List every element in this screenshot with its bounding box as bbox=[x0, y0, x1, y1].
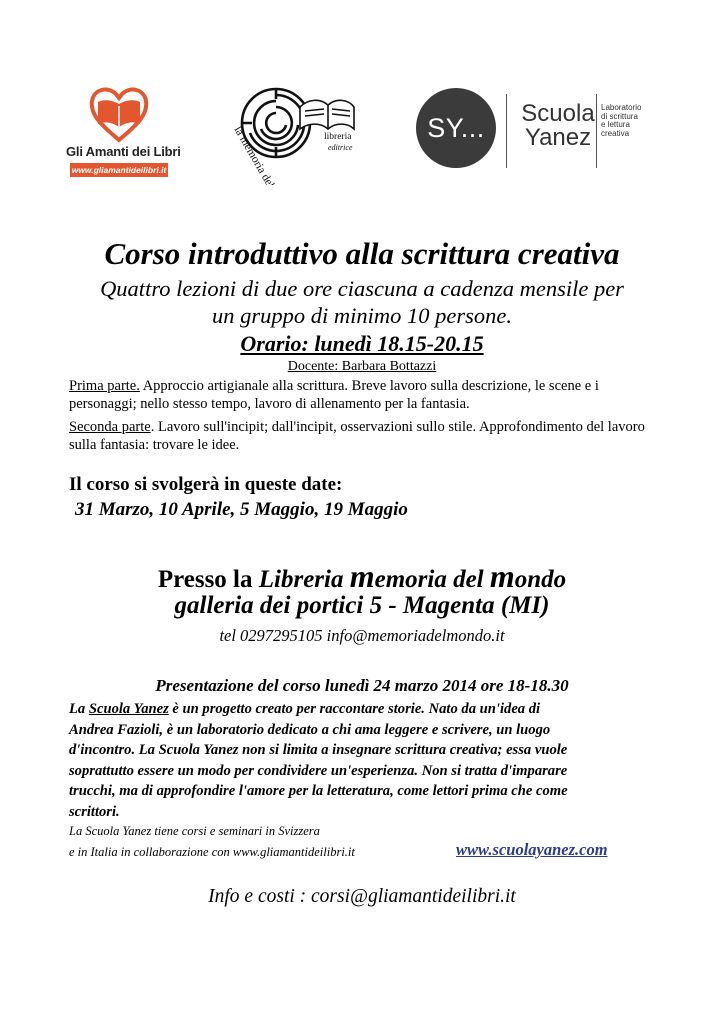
presentation-title: Presentazione del corso lunedì 24 marzo 2014 ore 18-18.30 bbox=[155, 676, 569, 695]
presentation-body bbox=[69, 699, 665, 822]
venue-m1: m bbox=[349, 558, 375, 594]
venue-title bbox=[0, 558, 724, 595]
website-link[interactable]: www.scuolayanez.com bbox=[456, 840, 608, 859]
program-part-2 bbox=[69, 418, 659, 454]
logo-memoria-del-mondo bbox=[228, 85, 360, 185]
subtitle-line-1: Quattro lezioni di due ore ciascuna a cadenza mensile per bbox=[100, 276, 624, 301]
yanez-word: Yanez bbox=[524, 124, 592, 151]
schedule bbox=[0, 331, 724, 357]
memoria-text: la memoria del mondo bbox=[231, 124, 294, 185]
presentation-body-text: è un progetto creato per raccontare storie. Nato da un'idea di Andrea Fazioli, è un laboratorio dedicato a chi ama leggere e scrivere, un luogo d'incontro. La Scuola Yanez non si limita a insegnare scrittura creativa; essa vuole soprattutto essere un modo per condividere un'esperienza. Non si tratta d'imparare trucchi, ma di approfondire l'amore per la letteratura, come lettori prima che come scrittori. bbox=[69, 701, 568, 820]
teacher bbox=[0, 359, 724, 375]
venue-contact: tel 0297295105 info@memoriadelmondo.it bbox=[219, 626, 505, 645]
logo-gli-amanti-dei-libri bbox=[66, 84, 181, 184]
divider bbox=[596, 94, 597, 168]
scuola-yanez-link[interactable]: Scuola Yanez bbox=[88, 701, 169, 717]
page-title: Corso introduttivo alla scrittura creativa bbox=[104, 236, 620, 271]
logo-scuola-yanez bbox=[416, 86, 666, 176]
laboratorio-tagline bbox=[601, 104, 671, 138]
venue-presso: Presso la bbox=[157, 566, 259, 593]
gli-amanti-name: Gli Amanti dei Libri bbox=[66, 144, 181, 159]
heart-book-icon bbox=[86, 84, 152, 144]
subtitle-line-2: un gruppo di minimo 10 persone. bbox=[212, 303, 512, 328]
note-line-1: La Scuola Yanez tiene corsi e seminari in Svizzera bbox=[69, 824, 320, 838]
note-line-2: e in Italia in collaborazione con www.gliamantideilibri.it bbox=[69, 845, 355, 859]
venue-address: galleria dei portici 5 - Magenta (MI) bbox=[174, 592, 550, 619]
sy-mark: SY... bbox=[416, 88, 496, 168]
part-2-label: Seconda parte bbox=[69, 419, 151, 435]
libreria-text: libreria bbox=[324, 132, 352, 142]
dates-heading: Il corso si svolgerà in queste date: bbox=[69, 474, 343, 495]
dates-list: 31 Marzo, 10 Aprile, 5 Maggio, 19 Maggio bbox=[75, 499, 408, 520]
gli-amanti-url: www.gliamantideilibri.it bbox=[71, 165, 167, 175]
teacher-text: Docente: Barbara Bottazzi bbox=[287, 359, 437, 374]
venue-m2: m bbox=[489, 558, 515, 594]
schedule-text: Orario: lunedì 18.15-20.15 bbox=[240, 331, 484, 356]
tagline-line: creativa bbox=[601, 128, 630, 138]
editrice-text: editrice bbox=[328, 143, 353, 152]
info-contact: Info e costi : corsi@gliamantideilibri.it bbox=[208, 886, 516, 907]
intro-pre: La bbox=[69, 701, 89, 717]
program-part-1 bbox=[69, 377, 659, 413]
part-1-label: Prima parte. bbox=[69, 378, 140, 394]
divider bbox=[506, 94, 507, 168]
scuola-word: Scuola bbox=[521, 100, 595, 127]
tagline-line: di scrittura bbox=[601, 111, 638, 121]
part-1-text: Approccio artigianale alla scrittura. Breve lavoro sulla descrizione, le scene e i personaggi; nello stesso tempo, lavoro di allenamento per la fantasia. bbox=[69, 378, 599, 412]
venue-libreria: Libreria bbox=[258, 566, 350, 593]
venue-ondo: ondo bbox=[514, 566, 567, 593]
venue-emoria: emoria del bbox=[374, 566, 490, 593]
tagline-line: Laboratorio bbox=[601, 103, 642, 112]
labyrinth-book-icon bbox=[228, 85, 360, 185]
tagline-line: e lettura bbox=[601, 120, 630, 129]
part-2-text: . Lavoro sull'incipit; dall'incipit, osservazioni sullo stile. Approfondimento del lavoro sulla fantasia: trovare le idee. bbox=[69, 419, 645, 453]
scuola-yanez-wordmark bbox=[512, 102, 604, 150]
